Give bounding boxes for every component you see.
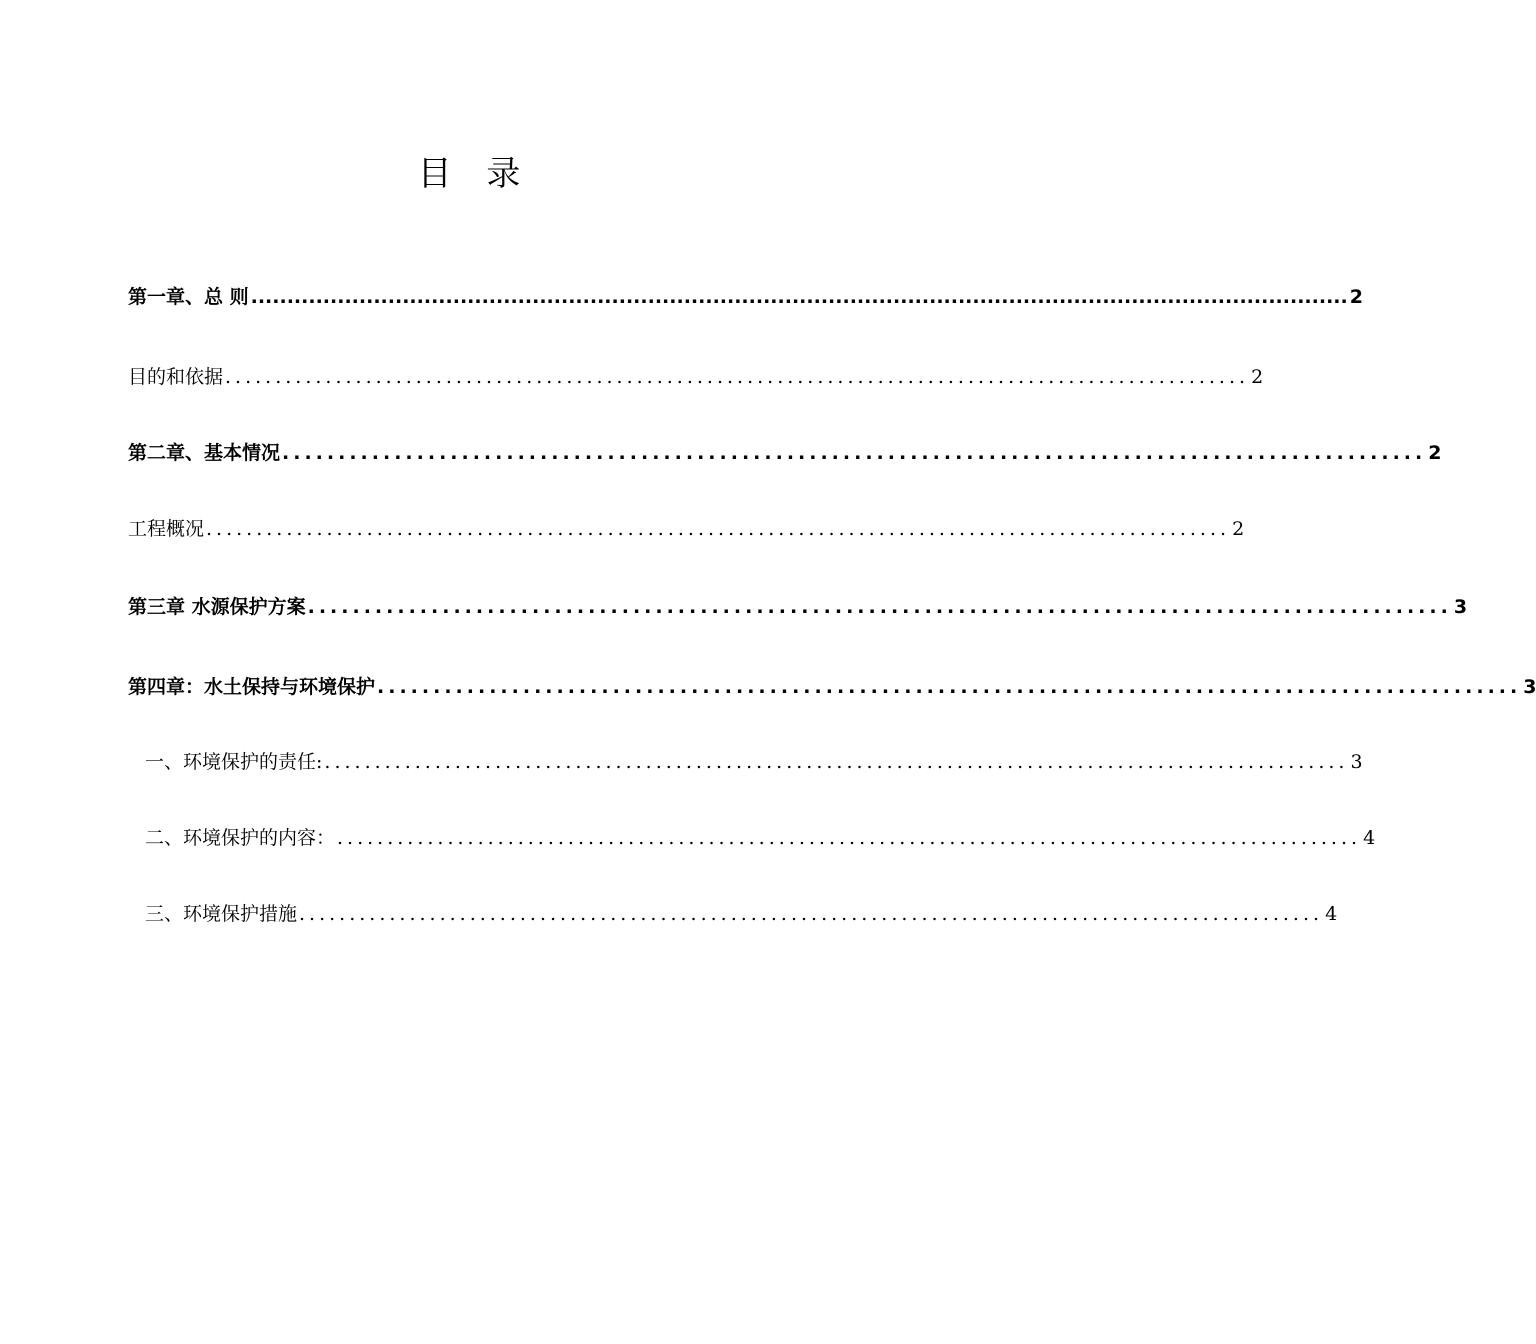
toc-entry-label: 工程概况	[128, 518, 205, 540]
toc-leader-dots: ......................................................................................................	[324, 751, 1349, 773]
toc-entry-label: 二、环境保护的内容：	[145, 827, 336, 849]
toc-entry-page: 2	[1251, 366, 1264, 388]
toc-leader-dots: ......................................................................................................	[299, 903, 1324, 925]
toc-leader-dots: ......................................................................................................	[225, 366, 1250, 388]
toc-entry-chapter-3[interactable]	[128, 590, 1468, 620]
page-title: 目 录	[417, 154, 533, 194]
toc-leader-dots: ........................................................................................................................................................	[250, 286, 1348, 308]
toc-entry-responsibility[interactable]	[128, 745, 1363, 775]
toc-entry-purpose[interactable]	[128, 360, 1264, 390]
toc-entry-page: 3	[1350, 751, 1363, 773]
toc-entry-page: 4	[1363, 827, 1376, 849]
toc-entry-page: 2	[1428, 442, 1442, 464]
toc-entry-page: 3	[1523, 676, 1536, 698]
toc-leader-dots: ......................................................................................................	[307, 596, 1452, 618]
toc-entry-chapter-4[interactable]	[128, 670, 1536, 700]
toc-entry-label: 第四章：水土保持与环境保护	[128, 676, 376, 698]
toc-entry-label: 一、环境保护的责任:	[145, 751, 323, 773]
toc-entry-measures[interactable]	[128, 897, 1338, 927]
toc-entry-page: 4	[1325, 903, 1338, 925]
toc-list	[128, 0, 1536, 1000]
toc-entry-page: 2	[1232, 518, 1245, 540]
toc-entry-label: 第一章、总 则	[128, 286, 249, 308]
toc-entry-label: 第三章 水源保护方案	[128, 596, 306, 618]
toc-entry-label: 三、环境保护措施	[145, 903, 298, 925]
toc-leader-dots: ......................................................................................................	[377, 676, 1522, 698]
toc-entry-label: 目的和依据	[128, 366, 224, 388]
toc-leader-dots: ......................................................................................................	[206, 518, 1231, 540]
toc-entry-chapter-1[interactable]	[128, 280, 1363, 310]
toc-entry-page: 3	[1453, 596, 1468, 618]
toc-entry-project-overview[interactable]	[128, 512, 1245, 542]
toc-leader-dots: ......................................................................................................	[282, 442, 1427, 464]
toc-entry-page: 2	[1349, 286, 1363, 308]
toc-leader-dots: ......................................................................................................	[337, 827, 1362, 849]
toc-entry-chapter-2[interactable]	[128, 436, 1442, 466]
toc-entry-content[interactable]	[128, 821, 1376, 851]
toc-entry-label: 第二章、基本情况	[128, 442, 281, 464]
